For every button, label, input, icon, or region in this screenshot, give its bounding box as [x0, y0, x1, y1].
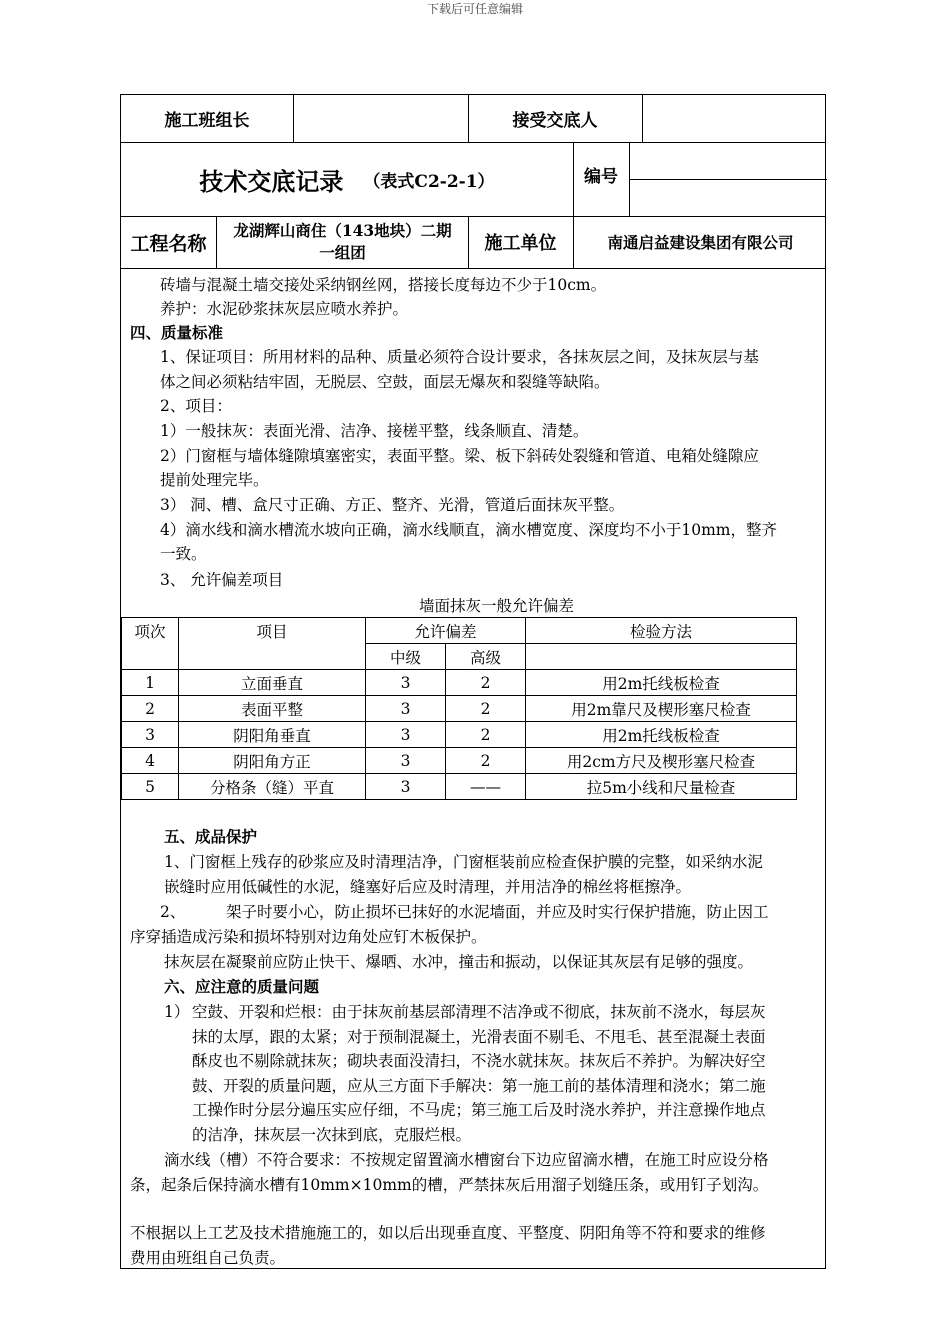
table-row: [122, 696, 797, 722]
watermark: 下载后可任意编辑: [426, 2, 523, 16]
row-mid: 3: [366, 748, 446, 774]
row-method: 用2cm方尺及楔形塞尺检查: [526, 748, 797, 774]
text-line: 2）门窗框与墙体缝隙填塞密实，表面平整。梁、板下斜砖处裂缝和管道、电箱处缝隙应: [160, 447, 759, 465]
row-high: 2: [446, 696, 526, 722]
table-caption: 墙面抹灰一般允许偏差: [419, 597, 575, 615]
form-title: [121, 142, 573, 216]
row-method: 用2m托线板检查: [526, 722, 797, 748]
text-line: 砖墙与混凝土墙交接处采纳钢丝网，搭接长度每边不少于10cm。: [160, 276, 607, 294]
row-no: 3: [122, 722, 179, 748]
section-title: 六、应注意的质量问题: [164, 977, 320, 996]
text-line: 的洁净，抹灰层一次抹到底，克服烂根。: [192, 1126, 472, 1144]
text-line: 2、: [160, 903, 186, 921]
team-leader-label: 施工班组长: [164, 111, 250, 131]
row-high: 2: [446, 722, 526, 748]
text-line: 费用由班组自己负责。: [130, 1249, 286, 1267]
tolerance-table: [121, 617, 797, 800]
text-line: 工操作时分层分遍压实应仔细，不马虎；第三施工后及时浇水养护，并注意操作地点: [192, 1101, 766, 1119]
col-index-header: 项次: [122, 618, 179, 670]
row-mid: 3: [366, 696, 446, 722]
row-high: 2: [446, 748, 526, 774]
row-item: 立面垂直: [179, 670, 366, 696]
text-line: 抹的太厚，跟的太紧；对于预制混凝土，光滑表面不剔毛、不甩毛、甚至混凝土表面: [192, 1028, 766, 1046]
row-high: 2: [446, 670, 526, 696]
row-item: 阴阳角方正: [179, 748, 366, 774]
row-no: 2: [122, 696, 179, 722]
text-line: 养护：水泥砂浆抹灰层应喷水养护。: [160, 300, 409, 318]
section-title: 五、成品保护: [164, 827, 258, 846]
section-title: 四、质量标准: [130, 323, 224, 342]
text-line: 空鼓、开裂和烂根：由于抹灰前基层部清理不洁净或不彻底，抹灰前不浇水，每层灰: [192, 1003, 766, 1021]
number-value[interactable]: [630, 142, 827, 179]
text-line: 提前处理完毕。: [160, 471, 269, 489]
text-line: 架子时要小心，防止损坏已抹好的水泥墙面，并应及时实行保护措施，防止因工: [226, 903, 769, 921]
row-item: 表面平整: [179, 696, 366, 722]
row-no: 5: [122, 774, 179, 800]
row-mid: 3: [366, 774, 446, 800]
text-line: 滴水线（槽）不符合要求：不按规定留置滴水槽窗台下边应留滴水槽，在施工时应设分格: [164, 1151, 769, 1169]
col-method-header: 检验方法: [526, 618, 797, 644]
row-method: 拉5m小线和尺量检查: [526, 774, 797, 800]
divider: [121, 268, 825, 269]
contractor-label: 施工单位: [484, 233, 557, 254]
row-method: 用2m靠尺及楔形塞尺检查: [526, 696, 797, 722]
text-line: 3） 洞、槽、盒尺寸正确、方正、整齐、光滑，管道后面抹灰平整。: [160, 496, 625, 514]
row-method: 用2m托线板检查: [526, 670, 797, 696]
divider: [629, 179, 827, 180]
text-line: 条，起条后保持滴水槽有10mm×10mm的槽，严禁抹灰后用溜子划缝压条，或用钉子划沟。: [130, 1176, 769, 1194]
col-tolerance-header: 允许偏差: [366, 618, 526, 644]
receiver-label: 接受交底人: [512, 111, 598, 131]
row-mid: 3: [366, 670, 446, 696]
text-line: 序穿插造成污染和损坏特别对边角处应钉木板保护。: [130, 928, 487, 946]
receiver-value[interactable]: [643, 95, 827, 142]
row-item: 分格条（缝）平直: [179, 774, 366, 800]
project-name-line1: 龙湖辉山商住（143地块）二期: [233, 221, 452, 240]
text-line: 2、项目：: [160, 397, 232, 415]
number-label: 编号: [584, 166, 618, 187]
sub-high-header: 高级: [446, 644, 526, 670]
sub-mid-header: 中级: [366, 644, 446, 670]
row-mid: 3: [366, 722, 446, 748]
text-line: 体之间必须粘结牢固，无脱层、空鼓，面层无爆灰和裂缝等缺陷。: [160, 373, 610, 391]
team-leader-value[interactable]: [294, 95, 468, 142]
text-line: 1）一般抹灰：表面光滑、洁净、接槎平整，线条顺直、清楚。: [160, 422, 589, 440]
col-item-header: 项目: [179, 618, 366, 670]
row-high: ——: [446, 774, 526, 800]
method-blank: [526, 644, 797, 670]
text-line: 不根据以上工艺及技术措施施工的，如以后出现垂直度、平整度、阴阳角等不符和要求的维修: [130, 1224, 766, 1242]
text-line: 3、 允许偏差项目: [160, 571, 284, 589]
text-line: 1）: [164, 1003, 190, 1021]
record-form: [120, 94, 826, 1269]
project-name-line2: 一组团: [319, 243, 366, 262]
title-text: 技术交底记录: [199, 166, 344, 196]
project-name-value: [217, 216, 468, 268]
text-line: 1、保证项目：所用材料的品种、质量必须符合设计要求，各抹灰层之间，及抹灰层与基: [160, 348, 759, 366]
text-line: 1、门窗框上残存的砂浆应及时清理洁净，门窗框装前应检查保护膜的完整，如采纳水泥: [164, 853, 763, 871]
contractor-value: 南通启益建设集团有限公司: [607, 233, 794, 252]
text-line: 鼓、开裂的质量问题，应从三方面下手解决：第一施工前的基体清理和浇水；第二施: [192, 1077, 766, 1095]
form-code: （表式C2-2-1）: [363, 171, 495, 192]
row-item: 阴阳角垂直: [179, 722, 366, 748]
table-row: [122, 722, 797, 748]
table-row: [122, 670, 797, 696]
text-line: 一致。: [160, 545, 207, 563]
project-name-label: 工程名称: [130, 232, 207, 255]
row-no: 4: [122, 748, 179, 774]
text-line: 酥皮也不剔除就抹灰；砌块表面没清扫，不浇水就抹灰。抹灰后不养护。为解决好空: [192, 1052, 766, 1070]
text-line: 抹灰层在凝聚前应防止快干、爆晒、水冲，撞击和振动，以保证其灰层有足够的强度。: [164, 953, 754, 971]
row-no: 1: [122, 670, 179, 696]
table-row: [122, 774, 797, 800]
table-row: [122, 748, 797, 774]
text-line: 4）滴水线和滴水槽流水坡向正确，滴水线顺直，滴水槽宽度、深度均不小于10mm，整齐: [160, 521, 777, 539]
text-line: 嵌缝时应用低碱性的水泥，缝塞好后应及时清理，并用洁净的棉丝将框擦净。: [164, 878, 692, 896]
